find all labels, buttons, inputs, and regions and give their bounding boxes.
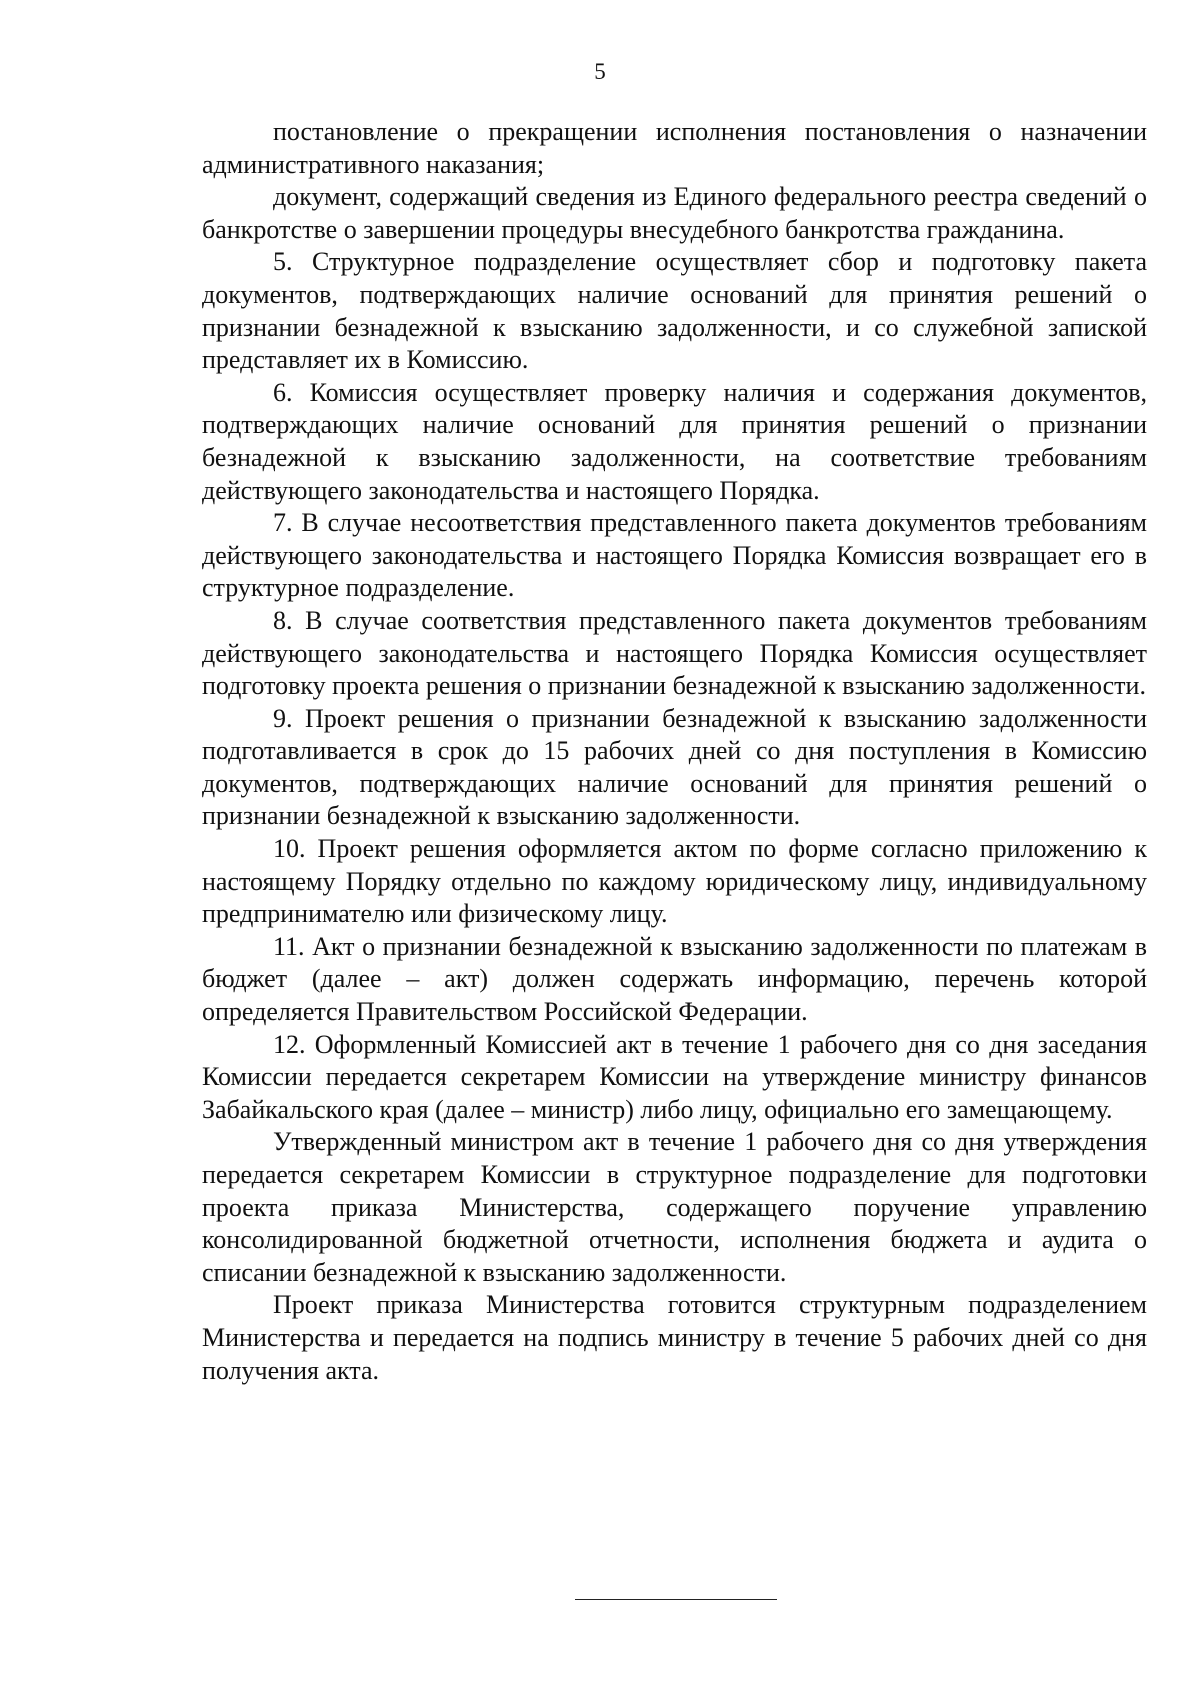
paragraph-item-9: 9. Проект решения о признании безнадежной к взысканию задолженности подготавливается в срок до 15 рабочих дней со дня поступления в Комиссию документов, подтверждающих наличие оснований для принятия решений о признании безнадежной к взысканию задолженности.	[202, 703, 1147, 831]
paragraph-item-12: 12. Оформленный Комиссией акт в течение 1 рабочего дня со дня заседания Комиссии передается секретарем Комиссии на утверждение министру финансов Забайкальского края (далее – министр) либо лицу, официально его замещающему.	[202, 1029, 1147, 1124]
paragraph-bankruptcy-registry: документ, содержащий сведения из Единого федерального реестра сведений о банкротстве о завершении процедуры внесудебного банкротства гражданина.	[202, 182, 1147, 244]
paragraph-item-10: 10. Проект решения оформляется актом по форме согласно приложению к настоящему Порядку отдельно по каждому юридическому лицу, индивидуальному предпринимателю или физическому лицу.	[202, 834, 1147, 929]
paragraph-item-11: 11. Акт о признании безнадежной к взысканию задолженности по платежам в бюджет (далее – акт) должен содержать информацию, перечень которой определяется Правительством Российской Федерации.	[202, 931, 1147, 1027]
document-body	[202, 116, 1147, 1387]
paragraph-approved-act: Утвержденный министром акт в течение 1 рабочего дня со дня утверждения передается секретарем Комиссии в структурное подразделение для подготовки проекта приказа Министерства, содержащего поручение управлению консолидированной бюджетной отчетности, исполнения бюджета и аудита о списании безнадежной к взысканию задолженности.	[202, 1127, 1147, 1287]
page-number: 5	[594, 59, 606, 84]
paragraph-item-5: 5. Структурное подразделение осуществляет сбор и подготовку пакета документов, подтверждающих наличие оснований для принятия решений о признании безнадежной к взысканию задолженности, и со служебной запиской представляет их в Комиссию.	[202, 247, 1147, 375]
paragraph-item-8: 8. В случае соответствия представленного пакета документов требованиям действующего законодательства и настоящего Порядка Комиссия осуществляет подготовку проекта решения о признании безнадежной к взысканию задолженности.	[202, 605, 1147, 701]
paragraph-item-7: 7. В случае несоответствия представленного пакета документов требованиям действующего законодательства и настоящего Порядка Комиссия возвращает его в структурное подразделение.	[202, 508, 1147, 603]
end-of-document-line	[575, 1599, 777, 1600]
paragraph-item-6: 6. Комиссия осуществляет проверку наличия и содержания документов, подтверждающих наличие оснований для принятия решений о признании безнадежной к взысканию задолженности, на соответствие требованиям действующего законодательства и настоящего Порядка.	[202, 377, 1147, 505]
paragraph-order-draft: Проект приказа Министерства готовится структурным подразделением Министерства и передается на подпись министру в течение 5 рабочих дней со дня получения акта.	[202, 1290, 1147, 1385]
paragraph-decree-termination: постановление о прекращении исполнения постановления о назначении административного наказания;	[202, 117, 1147, 179]
